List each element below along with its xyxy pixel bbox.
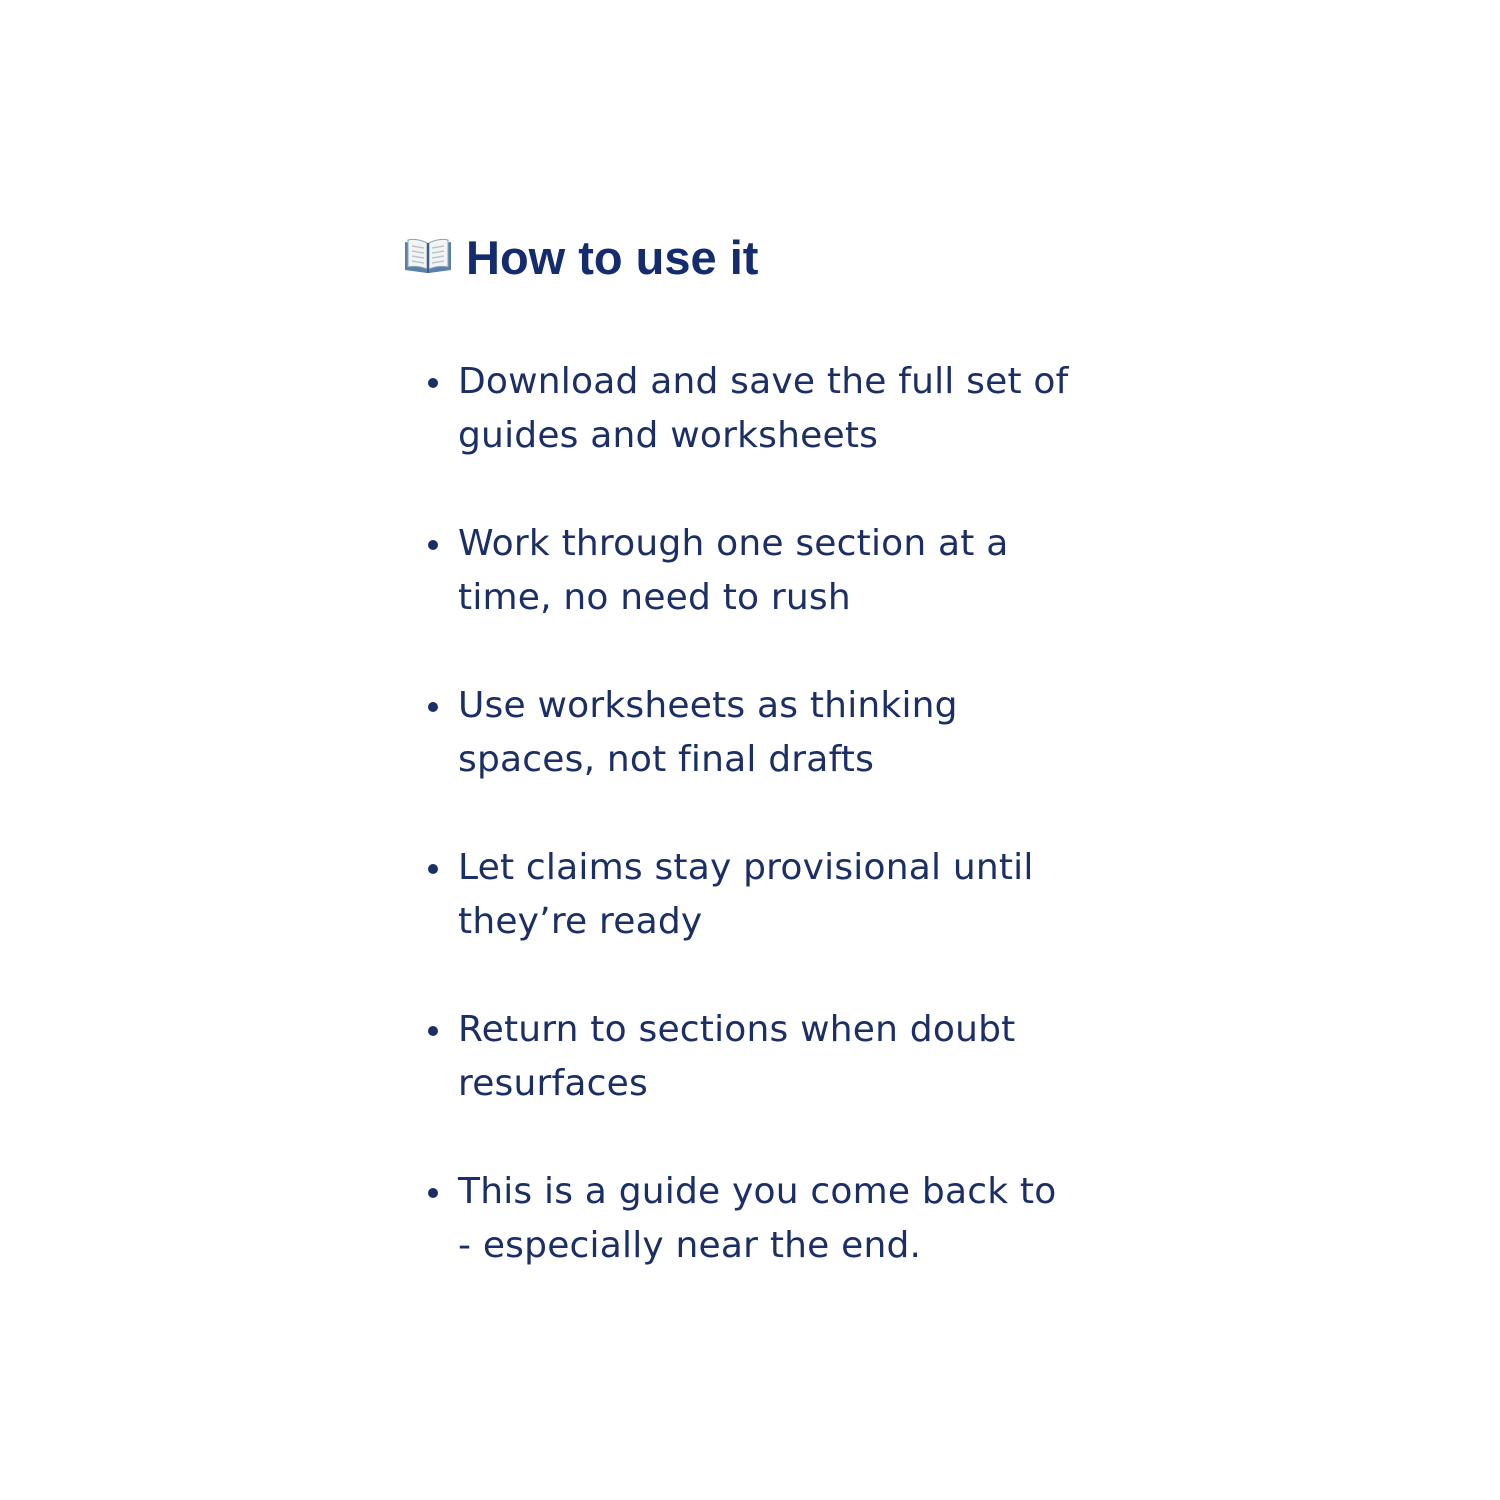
bullet-icon [428,540,438,550]
section-heading [403,228,758,288]
instruction-list [425,355,1145,1273]
list-item-line: Work through one section at a [458,523,1009,564]
list-item-line: Download and save the full set of [458,361,1069,402]
list-item-line: - especially near the end. [458,1225,922,1266]
list-item-line: they’re ready [458,901,703,942]
list-item [425,1003,1145,1111]
list-item [425,1165,1145,1273]
heading-title: How to use it [466,231,759,284]
list-item-line: spaces, not final drafts [458,739,875,780]
list-item-line: guides and worksheets [458,415,879,456]
bullet-icon [428,1188,438,1198]
bullet-icon [428,378,438,388]
list-item [425,517,1145,625]
bullet-icon [428,1026,438,1036]
list-item [425,355,1145,463]
bullet-icon [428,702,438,712]
list-item-line: resurfaces [458,1063,648,1104]
list-item-line: This is a guide you come back to [458,1171,1057,1212]
list-item-line: Return to sections when doubt [458,1009,1016,1050]
bullet-icon [428,864,438,874]
list-item-line: Use worksheets as thinking [458,685,958,726]
list-item-line: time, no need to rush [458,577,851,618]
list-item-line: Let claims stay provisional until [458,847,1034,888]
open-book-icon [403,236,453,276]
list-item [425,841,1145,949]
list-item [425,679,1145,787]
